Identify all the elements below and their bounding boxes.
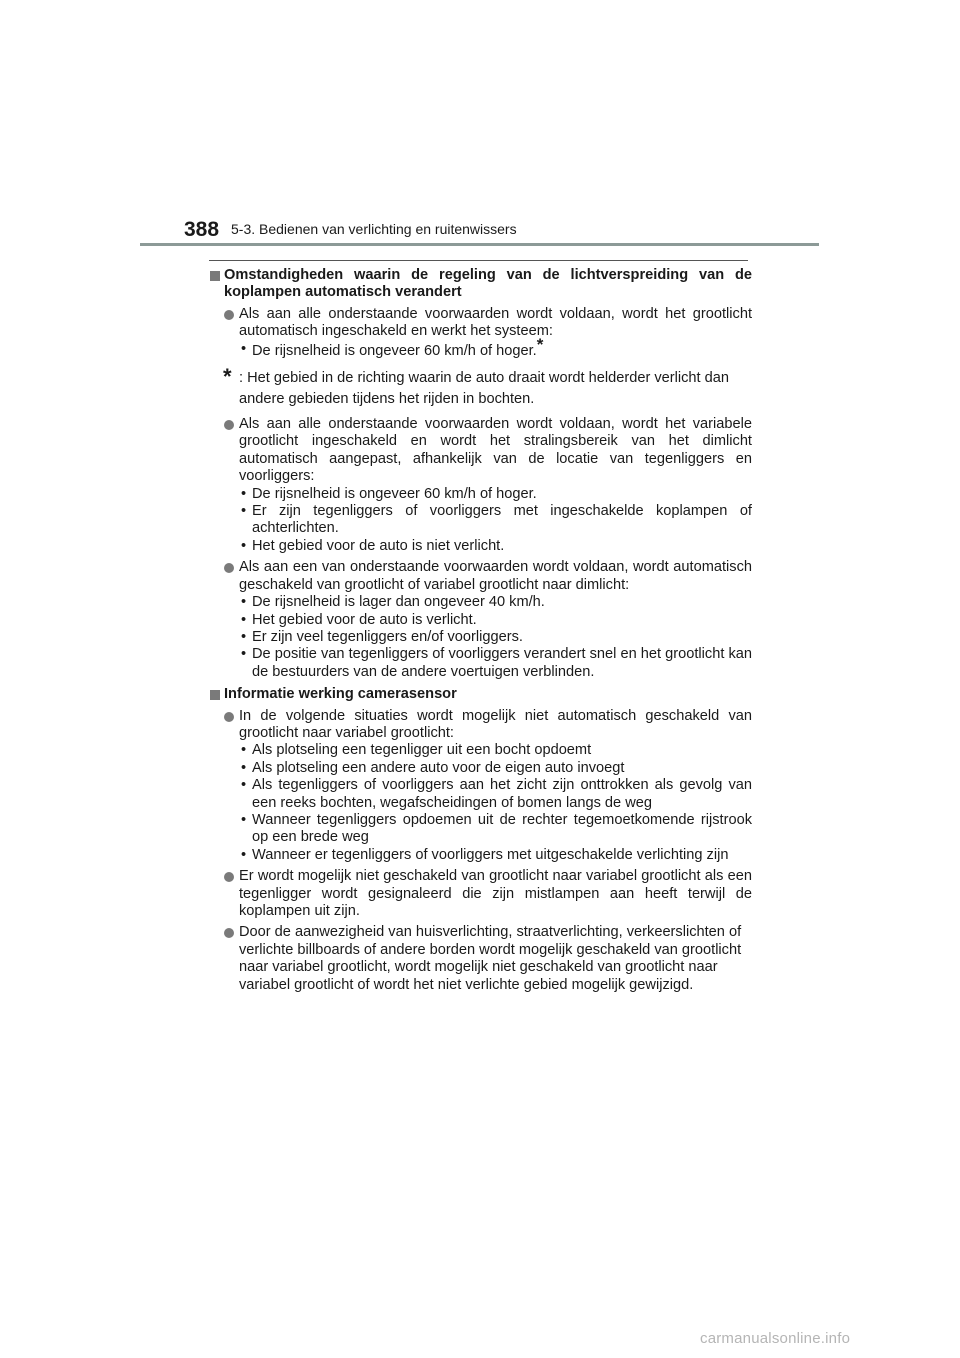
content <box>208 267 752 994</box>
list-item: • Er zijn veel tegenliggers en/of voorliggers. <box>241 628 523 645</box>
list-item: • Als tegenliggers of voorliggers aan het zicht zijn onttrokken als gevolg van een reeks bochten, wegafscheidingen of bomen langs de weg <box>241 777 752 811</box>
circle-point: Als aan alle onderstaande voorwaarden wordt voldaan, wordt het variabele grootlicht ingeschakeld en wordt het stralingsbereik van het dimlicht automatisch aangepast, afhankelijk van de locatie van tegenliggers en voorliggers: <box>208 416 752 486</box>
list-item: • De rijsnelheid is lager dan ongeveer 40 km/h. <box>241 594 545 611</box>
circle-bullet-icon <box>224 928 234 938</box>
circle-bullet-icon <box>224 872 234 882</box>
content-rule <box>209 260 748 261</box>
circle-point: Als aan alle onderstaande voorwaarden wordt voldaan, wordt het grootlicht automatisch ingeschakeld en werkt het systeem: <box>208 306 752 341</box>
header-rule <box>140 243 819 246</box>
list-item: • Als plotseling een tegenligger uit een bocht opdoemt <box>241 742 592 759</box>
circle-bullet-icon <box>224 563 234 573</box>
circle-point: Door de aanwezigheid van huisverlichting, straatverlichting, verkeerslichten of verlichte billboards of andere borden wordt mogelijk geschakeld van grootlicht naar variabel grootlicht, wordt mogelijk niet geschakeld van grootlicht naar variabel grootlicht of wordt het niet verlichte gebied mogelijk gewijzigd. <box>208 924 752 994</box>
footnote-marker: * <box>536 334 544 354</box>
section-heading: Omstandigheden waarin de regeling van de lichtverspreiding van de koplampen automatisch verandert <box>208 267 752 302</box>
list-item: • Er zijn tegenliggers of voorliggers met ingeschakelde koplampen of achterlichten. <box>241 503 752 537</box>
list-item: • Het gebied voor de auto is niet verlicht. <box>241 537 505 554</box>
section-heading: Informatie werking camerasensor <box>208 686 752 703</box>
circle-point: In de volgende situaties wordt mogelijk niet automatisch geschakeld van grootlicht naar variabel grootlicht: <box>208 708 752 743</box>
circle-bullet-icon <box>224 420 234 430</box>
list-item: • Het gebied voor de auto is verlicht. <box>241 611 477 628</box>
square-bullet-icon <box>210 690 220 700</box>
list-item: • De rijsnelheid is ongeveer 60 km/h of hoger. <box>241 485 537 502</box>
circle-bullet-icon <box>224 712 234 722</box>
watermark: carmanualsonline.info <box>700 1330 851 1347</box>
square-bullet-icon <box>210 271 220 281</box>
list-item: • De rijsnelheid is ongeveer 60 km/h of hoger.* <box>241 334 544 359</box>
list-item: • Als plotseling een andere auto voor de eigen auto invoegt <box>241 759 625 776</box>
footnote: * : Het gebied in de richting waarin de auto draait wordt helderder verlicht dan andere gebieden tijdens het rijden in bochten. <box>223 364 729 408</box>
section-title: 5-3. Bedienen van verlichting en ruitenwissers <box>231 221 517 237</box>
page-number: 388 <box>184 218 220 241</box>
circle-point: Er wordt mogelijk niet geschakeld van grootlicht naar variabel grootlicht als een tegenligger wordt gesignaleerd die zijn mistlampen aan heeft terwijl de koplampen uit zijn. <box>208 868 752 920</box>
list-item: • Wanneer er tegenliggers of voorliggers met uitgeschakelde verlichting zijn <box>241 846 729 863</box>
circle-bullet-icon <box>224 310 234 320</box>
circle-point: Als aan een van onderstaande voorwaarden wordt voldaan, wordt automatisch geschakeld van grootlicht of variabel grootlicht naar dimlicht: <box>208 559 752 594</box>
footnote-asterisk: * <box>223 364 232 390</box>
list-item: • De positie van tegenliggers of voorliggers verandert snel en het grootlicht kan de bestuurders van de andere voertuigen verblinden. <box>241 646 752 680</box>
list-item: • Wanneer tegenliggers opdoemen uit de rechter tegemoetkomende rijstrook op een brede weg <box>241 811 752 846</box>
